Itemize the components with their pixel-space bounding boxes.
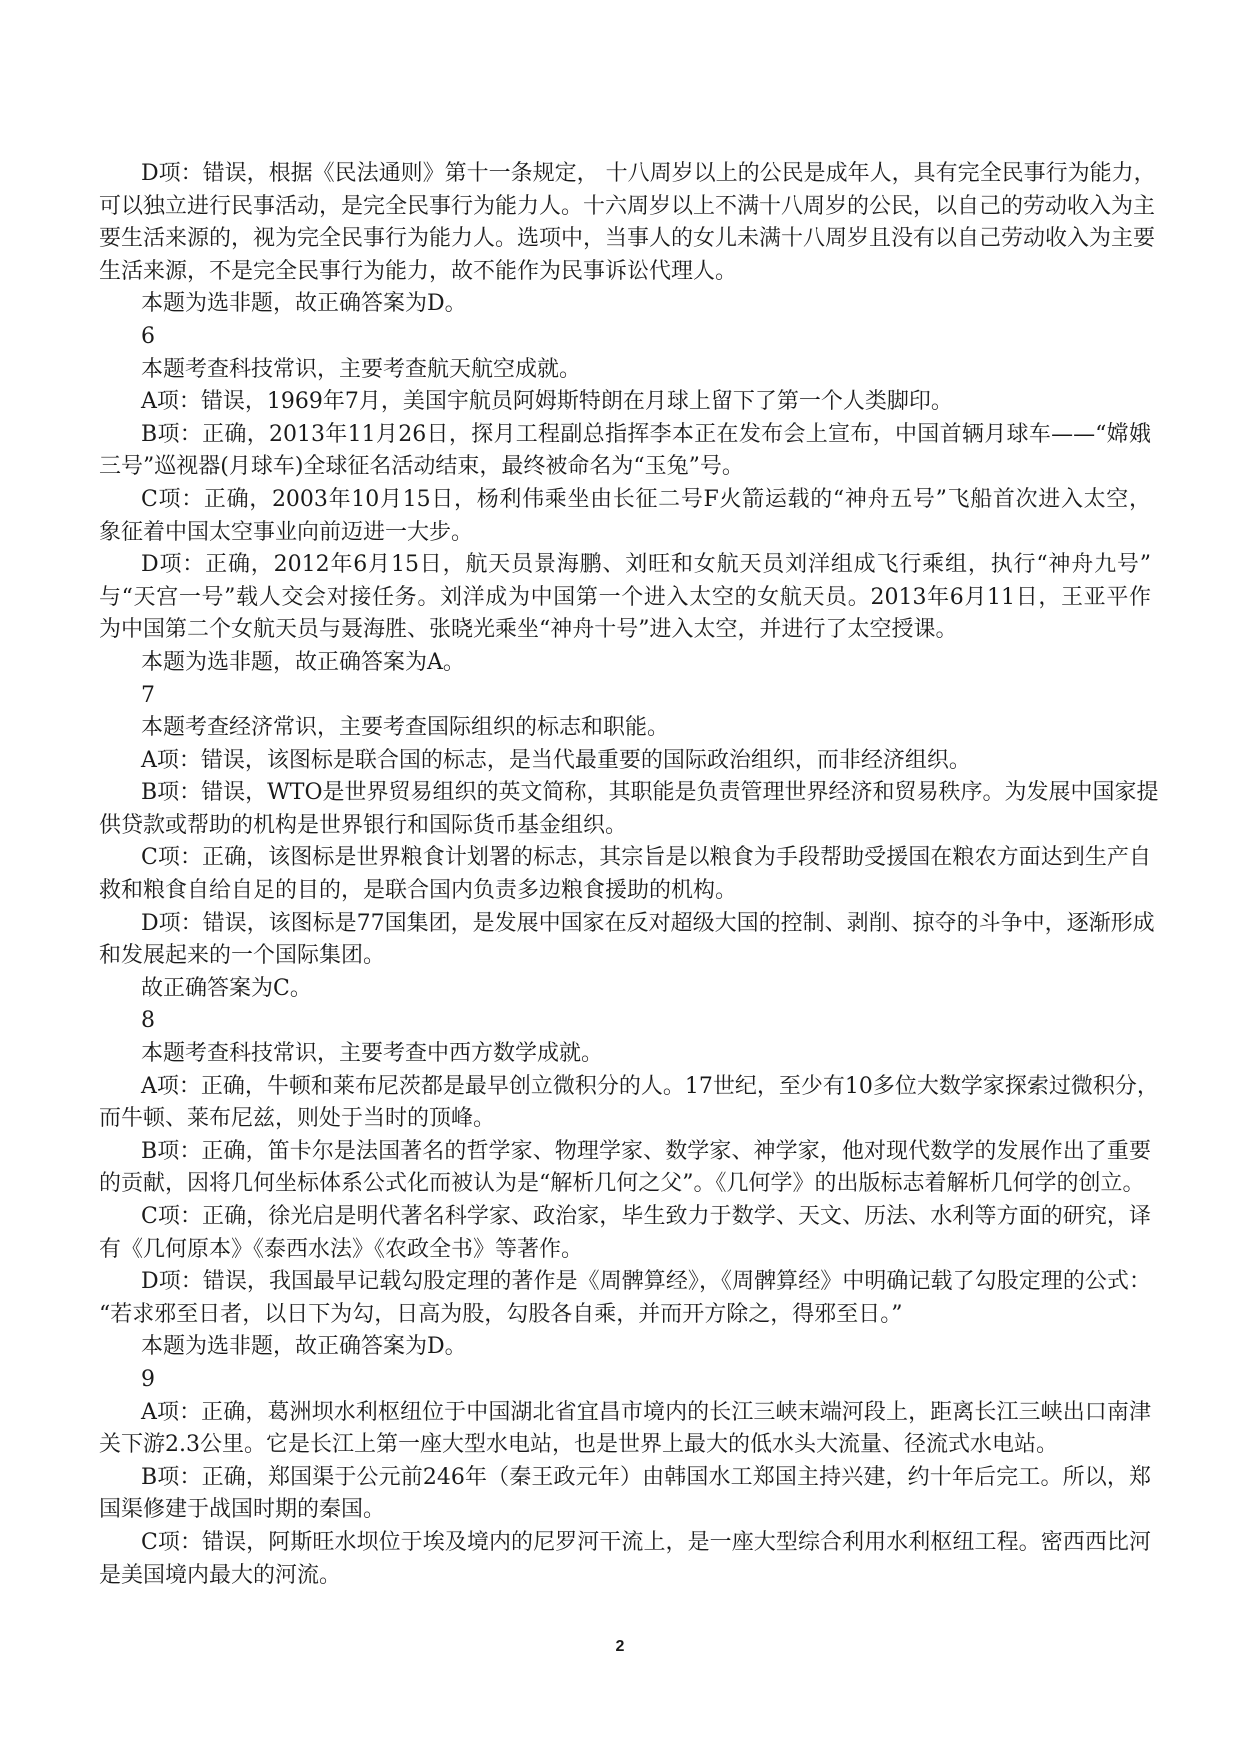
text-line: A项：正确，牛顿和莱布尼茨都是最早创立微积分的人。17世纪，至少有10多位大数学家探索过微积分， — [141, 1073, 1159, 1099]
text-line: A项：正确，葛洲坝水利枢纽位于中国湖北省宜昌市境内的长江三峡末端河段上，距离长江三峡出口南津 — [141, 1399, 1151, 1425]
paragraph — [99, 386, 1151, 419]
paragraph — [99, 354, 1151, 387]
text-line: 6 — [141, 323, 155, 349]
text-line: 为中国第二个女航天员与聂海胜、张晓光乘坐“神舟十号”进入太空，并进行了太空授课。 — [99, 617, 958, 643]
paragraph — [99, 484, 1151, 549]
text-line: D项：错误，我国最早记载勾股定理的著作是《周髀算经》，《周髀算经》中明确记载了勾股定理的公式： — [141, 1269, 1151, 1295]
text-line: C项：正确，徐光启是明代著名科学家、政治家，毕生致力于数学、天文、历法、水利等方面的研究，译 — [141, 1204, 1151, 1229]
paragraph — [99, 1462, 1151, 1527]
paragraph — [99, 1364, 1151, 1397]
text-line: 有《几何原本》《泰西水法》《农政全书》等著作。 — [99, 1236, 584, 1262]
text-line: 9 — [141, 1366, 155, 1392]
text-line: 本题考查科技常识，主要考查航天航空成就。 — [141, 356, 582, 382]
text-line: 而牛顿、莱布尼兹，则处于当时的顶峰。 — [99, 1106, 496, 1132]
text-line: 7 — [141, 682, 155, 708]
text-line: 要生活来源的，视为完全民事行为能力人。选项中，当事人的女儿未满十八周岁且没有以自己劳动收入为主要 — [99, 226, 1156, 252]
text-line: 的贡献，因将几何坐标体系公式化而被认为是“解析几何之父”。《几何学》的出版标志着解析几何学的创立。 — [99, 1171, 1145, 1197]
paragraph — [99, 647, 1151, 680]
text-line: 故正确答案为C。 — [141, 975, 312, 1001]
text-line: D项：正确，2012年6月15日，航天员景海鹏、刘旺和女航天员刘洋组成飞行乘组，执行“神舟九号” — [141, 552, 1151, 578]
text-line: “若求邪至日者，以日下为勾，日高为股，勾股各自乘，并而开方除之，得邪至日。” — [99, 1301, 903, 1327]
text-line: 供贷款或帮助的机构是世界银行和国际货币基金组织。 — [99, 812, 628, 838]
paragraph — [99, 419, 1151, 484]
document-body — [99, 158, 1159, 1592]
paragraph — [99, 1266, 1151, 1331]
paragraph — [99, 908, 1155, 973]
text-line: 与“天宫一号”载人交会对接任务。刘洋成为中国第一个进入太空的女航天员。2013年6月11日，王亚平作 — [99, 584, 1151, 610]
text-line: 生活来源，不是完全民事行为能力，故不能作为民事诉讼代理人。 — [99, 258, 738, 284]
text-line: 本题为选非题，故正确答案为A。 — [141, 649, 465, 675]
text-line: 三号”巡视器(月球车)全球征名活动结束，最终被命名为“玉兔”号。 — [99, 454, 744, 480]
text-line: C项：正确，该图标是世界粮食计划署的标志，其宗旨是以粮食为手段帮助受援国在粮农方面达到生产自 — [141, 845, 1151, 871]
paragraph — [99, 1071, 1159, 1136]
paragraph — [99, 1527, 1151, 1592]
paragraph — [99, 680, 1151, 713]
paragraph — [99, 973, 1151, 1006]
paragraph — [99, 745, 1151, 778]
text-line: D项：错误，根据《民法通则》第十一条规定， 十八周岁以上的公民是成年人，具有完全民事行为能力， — [141, 161, 1156, 186]
text-line: 本题为选非题，故正确答案为D。 — [141, 291, 467, 317]
text-line: C项：错误，阿斯旺水坝位于埃及境内的尼罗河干流上，是一座大型综合利用水利枢纽工程。密西西比河 — [141, 1529, 1151, 1555]
text-line: 本题考查经济常识，主要考查国际组织的标志和职能。 — [141, 715, 670, 741]
paragraph — [99, 158, 1156, 288]
text-line: 国渠修建于战国时期的秦国。 — [99, 1497, 386, 1523]
page-number: 2 — [615, 1638, 625, 1655]
paragraph — [99, 777, 1159, 842]
text-line: A项：错误，该图标是联合国的标志，是当代最重要的国际政治组织，而非经济组织。 — [141, 747, 971, 773]
text-line: 本题为选非题，故正确答案为D。 — [141, 1334, 467, 1360]
paragraph — [99, 1397, 1151, 1462]
text-line: 象征着中国太空事业向前迈进一大步。 — [99, 519, 474, 545]
paragraph — [99, 712, 1151, 745]
text-line: B项：正确，郑国渠于公元前246年（秦王政元年）由韩国水工郑国主持兴建，约十年后完工。所以，郑 — [141, 1464, 1151, 1490]
paragraph — [99, 1136, 1151, 1201]
paragraph — [99, 1038, 1151, 1071]
text-line: 关下游2.3公里。它是长江上第一座大型水电站，也是世界上最大的低水头大流量、径流式水电站。 — [99, 1432, 1058, 1458]
paragraph — [99, 321, 1151, 354]
paragraph — [99, 1005, 1151, 1038]
text-line: 是美国境内最大的河流。 — [99, 1562, 342, 1588]
paragraph — [99, 288, 1151, 321]
paragraph — [99, 842, 1151, 907]
text-line: B项：错误，WTO是世界贸易组织的英文简称，其职能是负责管理世界经济和贸易秩序。为发展中国家提 — [141, 780, 1159, 806]
text-line: B项：正确，笛卡尔是法国著名的哲学家、物理学家、数学家、神学家，他对现代数学的发展作出了重要 — [141, 1138, 1151, 1164]
text-line: A项：错误，1969年7月，美国宇航员阿姆斯特朗在月球上留下了第一个人类脚印。 — [141, 389, 953, 415]
text-line: B项：正确，2013年11月26日，探月工程副总指挥李本正在发布会上宣布，中国首辆月球车——“嫦娥 — [141, 421, 1151, 447]
text-line: 8 — [141, 1008, 155, 1034]
text-line: 可以独立进行民事活动，是完全民事行为能力人。十六周岁以上不满十八周岁的公民，以自己的劳动收入为主 — [99, 193, 1156, 219]
text-line: 救和粮食自给自足的目的，是联合国内负责多边粮食援助的机构。 — [99, 878, 738, 904]
text-line: D项：错误，该图标是77国集团，是发展中国家在反对超级大国的控制、剥削、掠夺的斗争中，逐渐形成 — [141, 910, 1155, 936]
text-line: 和发展起来的一个国际集团。 — [99, 943, 386, 969]
paragraph — [99, 1201, 1151, 1266]
paragraph — [99, 549, 1151, 647]
paragraph — [99, 1331, 1151, 1364]
text-line: C项：正确，2003年10月15日，杨利伟乘坐由长征二号F火箭运载的“神舟五号”飞船首次进入太空， — [141, 486, 1151, 512]
text-line: 本题考查科技常识，主要考查中西方数学成就。 — [141, 1041, 604, 1067]
